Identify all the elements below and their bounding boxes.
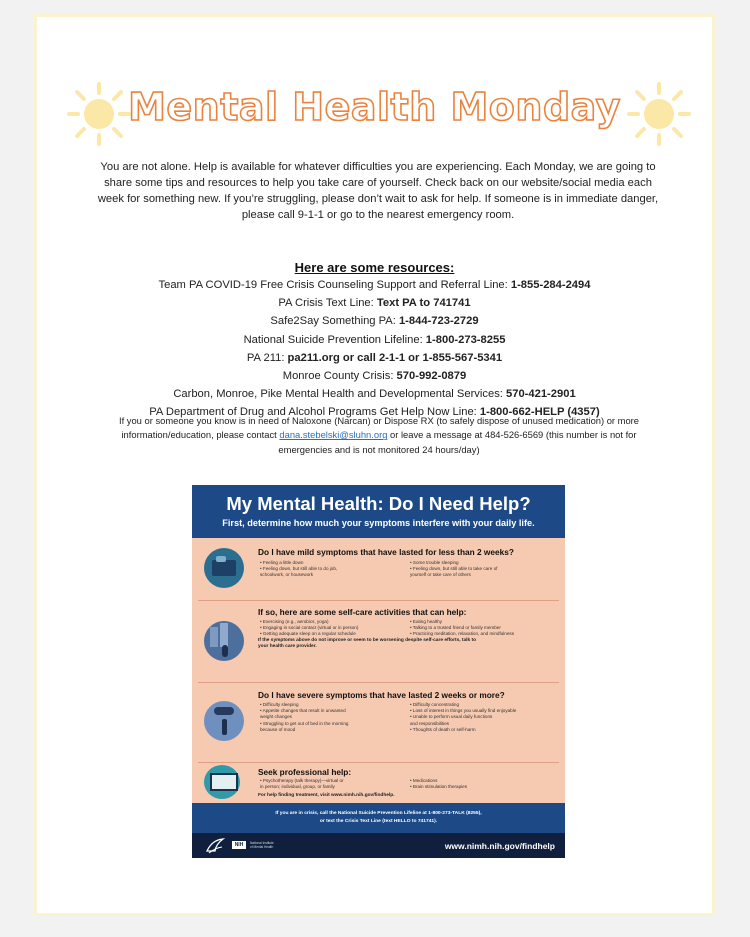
poster-section-mild: [192, 538, 565, 601]
resource-item: Safe2Say Something PA: 1-844-723-2729: [270, 315, 479, 328]
resources-heading: Here are some resources:: [294, 260, 455, 275]
section-bullets-right: • Some trouble sleeping • Feeling down, but still able to take care of yourself or take care of others: [410, 560, 498, 578]
section-question: If so, here are some self-care activities that can help:: [258, 607, 467, 617]
nimh-poster: [192, 485, 565, 858]
resource-item: National Suicide Prevention Lifeline: 1-800-273-8255: [243, 333, 506, 346]
section-note: If the symptoms above do not improve or seem to be worsening despite self-care efforts, talk to your health care provider.: [258, 638, 477, 650]
resource-item: PA Department of Drug and Alcohol Programs Get Help Now Line: 1-800-662-HELP (4357): [149, 406, 600, 419]
poster-header: [192, 485, 565, 538]
page-title: Mental Health Monday: [128, 85, 621, 129]
document-page: [34, 14, 715, 916]
crisis-line-1: If you are in crisis, call the National Suicide Prevention Lifeline at 1-800-273-TALK (8255),: [275, 811, 482, 816]
section-bullets-left: • Feeling a little down • Feeling down, but still able to do job, schoolwork, or housework: [260, 560, 338, 578]
section-bullets-left: • Psychotherapy (talk therapy)—virtual or in person; individual, group, or family: [260, 778, 344, 790]
poster-section-severe: [192, 683, 565, 763]
crisis-line-2: or text the Crisis Text Line (text HELLO to 741741).: [319, 819, 438, 824]
section-question: Seek professional help:: [258, 767, 352, 777]
poster-title: My Mental Health: Do I Need Help?: [226, 493, 531, 514]
rain-cloud-illustration-icon: [204, 701, 244, 741]
laptop-therapy-illustration-icon: [204, 765, 240, 799]
naloxone-note: If you or someone you know is in need of Naloxone (Narcan) or Dispose RX (to safely dispose of unused medication) or more information/education, please contact dana.stebelski@sluhn.org or leave a message at 484-526-6569 (this number is not for emergencies and is not monitored 24 hours/day): [118, 415, 640, 455]
resource-item: Monroe County Crisis: 570-992-0879: [282, 370, 467, 383]
poster-footer: [192, 833, 565, 858]
resource-item: PA 211: pa211.org or call 2-1-1 or 1-855-567-5341: [246, 351, 503, 364]
poster-section-professional: [192, 763, 565, 803]
poster-url: www.nimh.nih.gov/findhelp: [444, 841, 555, 851]
section-bullets-right: • Difficulty concentrating • Loss of interest in things you usually find enjoyable • Unable to perform usual daily functions and responsibilities • Thoughts of death or self-harm: [410, 702, 517, 732]
resource-item: Team PA COVID-19 Free Crisis Counseling Support and Referral Line: 1-855-284-2494: [158, 279, 591, 291]
section-question: Do I have mild symptoms that have lasted for less than 2 weeks?: [258, 547, 514, 557]
contact-email-link[interactable]: dana.stebelski@sluhn.org: [279, 429, 388, 441]
section-note: For help finding treatment, visit www.nimh.nih.gov/findhelp.: [258, 793, 395, 798]
exercise-illustration-icon: [204, 621, 244, 661]
intro-paragraph: You are not alone. Help is available for whatever difficulties you are experiencing. Each Monday, we are going to share some tips and resources to help you take care of yourself. Check back on our website/social media each week for something new. If you’re struggling, please don’t wait to ask for help. If someone is in immediate danger, please call 9-1-1 or go to the nearest emergency room.: [97, 161, 659, 221]
poster-subtitle: First, determine how much your symptoms interfere with your daily life.: [222, 518, 535, 528]
section-bullets-left: • Difficulty sleeping • Appetite changes that result in unwanted weight changes • Struggling to get out of bed in the morning because of mood: [260, 702, 349, 732]
hhs-eagle-logo-icon: [204, 836, 226, 856]
nih-logo-icon: NIH: [232, 841, 246, 849]
bed-illustration-icon: [204, 548, 244, 588]
section-bullets-right: • Eating healthy • Talking to a trusted friend or family member • Practicing meditation, relaxation, and mindfulness: [410, 619, 515, 637]
resource-item: PA Crisis Text Line: Text PA to 741741: [278, 297, 471, 310]
section-bullets-right: • Medications • Brain stimulation therapies: [410, 778, 468, 790]
nih-org-name: National Institute of Mental Health: [250, 841, 274, 849]
resources-list: [37, 276, 712, 422]
resource-item: Carbon, Monroe, Pike Mental Health and Developmental Services: 570-421-2901: [173, 388, 576, 401]
crisis-banner: [192, 803, 565, 833]
poster-section-selfcare: [192, 601, 565, 683]
section-question: Do I have severe symptoms that have lasted 2 weeks or more?: [258, 690, 505, 700]
section-bullets-left: • Exercising (e.g., aerobics, yoga) • Engaging in social contact (virtual or in person) • Getting adequate sleep on a regular schedule: [260, 619, 359, 637]
